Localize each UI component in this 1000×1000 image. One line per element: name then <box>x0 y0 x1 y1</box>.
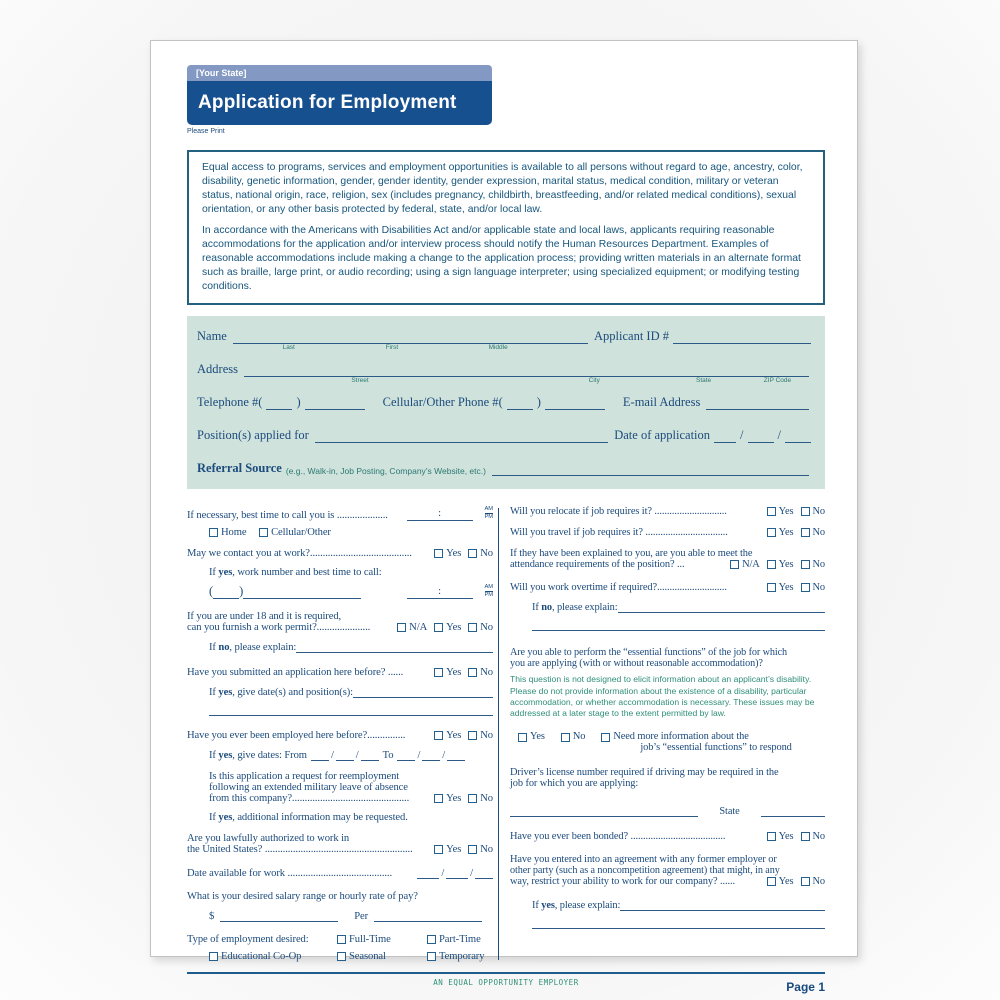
address-sublabel-zip: ZIP Code <box>763 377 792 385</box>
na-label: N/A <box>742 559 760 571</box>
reemployment-question <box>209 793 493 804</box>
to-day-input[interactable] <box>422 749 440 761</box>
submitted-yes-checkbox[interactable] <box>434 668 443 677</box>
address-sublabel-street: Street <box>351 377 369 385</box>
no-label: No <box>480 792 493 804</box>
salary-question: What is your desired salary range or hourly rate of pay? <box>187 890 418 902</box>
yes-label: Yes <box>446 843 462 855</box>
no-label: No <box>480 666 493 678</box>
column-divider <box>498 508 499 959</box>
salary-inputs-row <box>209 910 493 922</box>
telephone-lparen: ( <box>258 395 263 410</box>
best-time-input[interactable] <box>407 508 473 521</box>
employment-dates-row: If yes, give dates: From / / To / / <box>209 749 493 761</box>
dollar-sign: $ <box>209 910 215 922</box>
license-state-input[interactable] <box>761 805 825 817</box>
home-checkbox[interactable] <box>209 528 218 537</box>
eeo-notice-box <box>187 150 825 305</box>
license-inputs-row <box>510 805 825 817</box>
lawfully-authorized-question <box>187 844 493 855</box>
no-label: No <box>812 506 825 518</box>
position-row <box>197 428 815 443</box>
noncompete-question <box>510 876 825 887</box>
reemployment-no-checkbox[interactable] <box>468 794 477 803</box>
attendance-yes-checkbox[interactable] <box>767 560 776 569</box>
page-footer <box>187 972 825 1000</box>
permit-no-checkbox[interactable] <box>468 623 477 632</box>
best-time-label: If necessary, best time to call you is .................... <box>187 509 388 521</box>
am-pm-indicator: AM PM <box>484 584 493 599</box>
state-tag-bar <box>187 65 492 81</box>
yes-label: Yes <box>446 792 462 804</box>
address-sublabel-state: State <box>695 377 712 385</box>
essential-no-checkbox[interactable] <box>561 733 570 742</box>
cellular-option <box>259 527 331 538</box>
date-slash: / <box>777 428 781 443</box>
yes-label: Yes <box>778 527 794 539</box>
time-colon: : <box>438 507 441 519</box>
travel-question <box>510 527 825 538</box>
additional-info-note: If yes, additional information may be requested. <box>209 811 408 823</box>
seasonal-label: Seasonal <box>349 950 386 962</box>
temporary-checkbox[interactable] <box>427 952 436 961</box>
submitted-dates-input[interactable] <box>353 686 493 698</box>
referral-source-hint: (e.g., Walk-in, Job Posting, Company’s Website, etc.) <box>285 466 486 477</box>
applicant-id-label: Applicant ID # <box>594 329 669 344</box>
yes-label: Yes <box>446 666 462 678</box>
yes-label: Yes <box>778 506 794 518</box>
submitted-dates-row: If yes, give date(s) and position(s): <box>209 686 493 698</box>
email-input-line[interactable] <box>706 397 809 410</box>
telephone-rparen: ) <box>296 395 301 410</box>
essential-functions-line2: you are applying (with or without reasonable accommodation)? <box>510 658 763 670</box>
referral-row <box>197 461 815 476</box>
telephone-label: Telephone # <box>197 395 259 410</box>
employment-type-label: Type of employment desired: <box>187 933 309 945</box>
from-day-input[interactable] <box>336 749 354 761</box>
submitted-no-checkbox[interactable] <box>468 668 477 677</box>
permit-na-checkbox[interactable] <box>397 623 406 632</box>
attendance-label: attendance requirements of the position? ... <box>510 559 685 571</box>
bonded-question <box>510 831 825 842</box>
no-label: No <box>812 527 825 539</box>
na-label: N/A <box>409 621 428 633</box>
edu-coop-label: Educational Co-Op <box>221 950 302 962</box>
yes-label: Yes <box>446 547 462 559</box>
contact-at-work-label: May we contact you at work?........................................ <box>187 547 412 559</box>
essential-functions-answers <box>518 731 825 753</box>
relocate-label: Will you relocate if job requires it? ............................. <box>510 506 727 518</box>
from-year-input[interactable] <box>361 749 379 761</box>
date-available-question <box>187 867 493 879</box>
to-month-input[interactable] <box>397 749 415 761</box>
cellular-area-input[interactable] <box>507 397 533 410</box>
no-label: No <box>572 731 586 743</box>
to-label: To <box>382 749 394 761</box>
noncompete-explain-row: If yes, please explain: <box>532 899 825 911</box>
need-info-line2: job’s “essential functions” to respond <box>640 742 792 754</box>
lawfully-authorized-label: the United States? .......................................................... <box>187 843 413 855</box>
yes-label: Yes <box>778 582 794 594</box>
no-label: No <box>480 621 493 633</box>
position-label: Position(s) applied for <box>197 428 309 443</box>
under-18-line1: If you are under 18 and it is required, <box>187 610 342 622</box>
work-best-time-input[interactable] <box>407 586 473 599</box>
form-title-bar <box>187 81 492 125</box>
questions-left-column <box>187 506 493 961</box>
name-label: Name <box>197 329 227 344</box>
attendance-na-checkbox[interactable] <box>730 560 739 569</box>
seasonal-checkbox[interactable] <box>337 952 346 961</box>
address-label: Address <box>197 362 238 377</box>
questions-right-column <box>510 506 825 961</box>
work-number-row <box>209 584 493 599</box>
overtime-explain-input-line2[interactable] <box>532 629 825 631</box>
page-number: Page 1 <box>786 979 825 994</box>
app-date-month-input[interactable] <box>714 430 736 443</box>
cellular-label: Cellular/Other Phone # <box>382 395 499 410</box>
part-time-option <box>427 934 493 945</box>
name-sublabel-first: First <box>385 344 399 352</box>
contact-work-yes-checkbox[interactable] <box>434 549 443 558</box>
contact-at-work-question <box>187 548 493 559</box>
contact-work-no-checkbox[interactable] <box>468 549 477 558</box>
yes-label: Yes <box>530 731 545 743</box>
application-form-page <box>150 40 858 994</box>
name-row <box>197 329 815 352</box>
app-date-day-input[interactable] <box>748 430 774 443</box>
yes-label: Yes <box>446 729 462 741</box>
work-rparen: ) <box>239 583 244 598</box>
app-date-year-input[interactable] <box>785 430 811 443</box>
yes-label: Yes <box>446 621 462 633</box>
noncompete-no-checkbox[interactable] <box>801 877 810 886</box>
email-label: E-mail Address <box>622 395 701 410</box>
no-label: No <box>812 582 825 594</box>
relocate-no-checkbox[interactable] <box>801 507 810 516</box>
employed-before-label: Have you ever been employed here before?............... <box>187 729 406 741</box>
employed-yes-checkbox[interactable] <box>434 731 443 740</box>
noncompete-explain-input-line2[interactable] <box>532 927 825 929</box>
applicant-id-input-line[interactable] <box>673 331 811 344</box>
to-year-input[interactable] <box>447 749 465 761</box>
lawfully-authorized-line1: Are you lawfully authorized to work in <box>187 832 350 844</box>
travel-no-checkbox[interactable] <box>801 528 810 537</box>
attendance-no-checkbox[interactable] <box>801 560 810 569</box>
work-permit-question <box>187 622 493 633</box>
employed-no-checkbox[interactable] <box>468 731 477 740</box>
cellular-option-label: Cellular/Other <box>271 526 331 538</box>
essential-functions-note: This question is not designed to elicit information about an applicant’s disability. Please do not provide information about the existence of a disability, particular accommodation, or whether accommodation is necessary. These issues may be addressed at a later stage to the extent permitted by law. <box>510 674 815 718</box>
no-label: No <box>480 729 493 741</box>
am-pm-indicator: AM PM <box>484 506 493 521</box>
please-print-label: Please Print <box>187 128 225 135</box>
part-time-label: Part-Time <box>439 933 481 945</box>
applicant-info-section <box>187 316 825 489</box>
need-info-checkbox[interactable] <box>601 733 610 742</box>
questions-section <box>187 506 825 961</box>
yes-label: Yes <box>778 559 794 571</box>
overtime-explain-row: If no, please explain: <box>532 601 825 613</box>
name-sublabel-middle: Middle <box>488 344 508 352</box>
no-label: No <box>812 831 825 843</box>
seasonal-option <box>337 951 427 962</box>
best-time-question <box>187 506 493 520</box>
yes-label: Yes <box>778 831 794 843</box>
reemployment-line2: following an extended military leave of absence <box>209 781 408 793</box>
from-date-inputs: / / <box>311 749 379 761</box>
permit-explain-row: If no, please explain: <box>209 641 493 653</box>
no-label: No <box>812 876 825 888</box>
relocate-question <box>510 506 825 517</box>
overtime-no-checkbox[interactable] <box>801 583 810 592</box>
cellular-number-input[interactable] <box>545 397 605 410</box>
date-available-label: Date available for work ......................................... <box>187 867 393 879</box>
cellular-checkbox[interactable] <box>259 528 268 537</box>
relocate-yes-checkbox[interactable] <box>767 507 776 516</box>
license-state-label: State <box>719 806 740 818</box>
submitted-dates-input-line2[interactable] <box>209 714 493 716</box>
authorized-yes-checkbox[interactable] <box>434 845 443 854</box>
license-line2: job for which you are applying: <box>510 778 639 790</box>
overtime-yes-checkbox[interactable] <box>767 583 776 592</box>
no-label: No <box>480 547 493 559</box>
cellular-lparen: ( <box>498 395 503 410</box>
employment-type-section <box>187 934 493 962</box>
temporary-label: Temporary <box>439 950 485 962</box>
from-month-input[interactable] <box>311 749 329 761</box>
cellular-rparen: ) <box>536 395 541 410</box>
authorized-no-checkbox[interactable] <box>468 845 477 854</box>
work-number-prompt: If yes, work number and best time to call: <box>209 566 382 578</box>
address-sublabel-city: City <box>588 377 600 385</box>
state-tag-label: [Your State] <box>196 68 247 78</box>
home-option <box>209 527 247 538</box>
temporary-option <box>427 951 493 962</box>
work-permit-label: can you furnish a work permit?..................... <box>187 621 371 633</box>
permit-yes-checkbox[interactable] <box>434 623 443 632</box>
full-time-label: Full-Time <box>349 933 391 945</box>
edu-coop-option <box>209 951 337 962</box>
overtime-label: Will you work overtime if required?............................ <box>510 582 727 594</box>
salary-period-input[interactable] <box>374 910 482 922</box>
noncompete-line2: other party (such as a noncompetition agreement) that might, in any <box>510 865 780 877</box>
work-lparen: ( <box>209 583 214 598</box>
reemployment-label: from this company?.............................................. <box>209 792 410 804</box>
attendance-question <box>510 559 825 570</box>
per-label: Per <box>354 910 369 922</box>
essential-functions-line1: Are you able to perform the “essential functions” of the job for which <box>510 647 788 659</box>
position-input-line[interactable] <box>315 430 608 443</box>
bonded-label: Have you ever been bonded? ...................................... <box>510 831 726 843</box>
referral-source-label: Referral Source <box>197 461 282 476</box>
work-area-input[interactable] <box>213 587 239 599</box>
ada-paragraph-2: In accordance with the Americans with Disabilities Act and/or applicable state and local laws, applicants requiring reasonable accommodations for the application and/or interview process should notify the Human Resources Department. Examples of reasonable accommodations include making a change to the application process; providing written materials in an alternate format such as braille, large print, or audio recording; using a sign language interpreter; using specialized equipment; or modifying testing conditions. <box>202 224 801 292</box>
full-time-checkbox[interactable] <box>337 935 346 944</box>
date-available-inputs: / / <box>417 867 493 879</box>
travel-label: Will you travel if job requires it? ................................. <box>510 527 728 539</box>
full-time-option <box>337 934 427 945</box>
no-label: No <box>480 843 493 855</box>
name-input-line[interactable] <box>233 331 588 352</box>
overtime-explain-input[interactable] <box>618 601 825 613</box>
bonded-yes-checkbox[interactable] <box>767 832 776 841</box>
reemployment-line1: Is this application a request for reemployment <box>209 770 400 782</box>
available-year-input[interactable] <box>475 867 493 879</box>
address-row <box>197 362 815 385</box>
attendance-line1: If they have been explained to you, are you able to meet the <box>510 548 753 560</box>
noncompete-explain-input[interactable] <box>620 899 825 911</box>
eeo-paragraph-1: Equal access to programs, services and employment opportunities is available to all persons without regard to age, ancestry, color, disability, genetic information, gender, gender identity, gender expression, marital status, medical condition, military or veteran status, national origin, race, religion, sex (includes pregnancy, childbirth, breastfeeding, and/or related medical conditions), sexual orientation, or any other basis protected by federal, state, and/or local law. <box>202 162 803 215</box>
submitted-before-label: Have you submitted an application here before? ...... <box>187 666 404 678</box>
essential-yes-checkbox[interactable] <box>518 733 527 742</box>
available-day-input[interactable] <box>446 867 468 879</box>
need-more-info-option <box>601 731 791 753</box>
phone-email-row <box>197 395 815 410</box>
home-label: Home <box>221 526 247 538</box>
available-month-input[interactable] <box>417 867 439 879</box>
employed-before-question <box>187 730 493 741</box>
edu-coop-checkbox[interactable] <box>209 952 218 961</box>
noncompete-label: way, restrict your ability to work for our company? ...... <box>510 876 735 888</box>
referral-source-input-line[interactable] <box>492 463 809 476</box>
time-colon: : <box>438 585 441 597</box>
no-label: No <box>812 559 825 571</box>
form-title: Application for Employment <box>198 92 457 113</box>
phone-type-options <box>209 527 493 540</box>
equal-opportunity-label: AN EQUAL OPPORTUNITY EMPLOYER <box>433 977 579 987</box>
overtime-question <box>510 582 825 593</box>
date-slash: / <box>740 428 744 443</box>
date-of-application-label: Date of application <box>614 428 711 443</box>
reemployment-yes-checkbox[interactable] <box>434 794 443 803</box>
permit-explain-input[interactable] <box>296 641 493 653</box>
license-line1: Driver’s license number required if driving may be required in the <box>510 767 779 779</box>
telephone-number-input[interactable] <box>305 397 365 410</box>
part-time-checkbox[interactable] <box>427 935 436 944</box>
telephone-area-input[interactable] <box>266 397 292 410</box>
license-number-input[interactable] <box>510 805 698 817</box>
to-date-inputs: / / <box>397 749 465 761</box>
name-sublabel-last: Last <box>282 344 295 352</box>
salary-amount-input[interactable] <box>220 910 338 922</box>
need-info-line1: Need more information about the <box>613 731 749 743</box>
submitted-before-question <box>187 667 493 678</box>
bonded-no-checkbox[interactable] <box>801 832 810 841</box>
work-number-input[interactable] <box>243 587 361 599</box>
yes-label: Yes <box>778 876 794 888</box>
travel-yes-checkbox[interactable] <box>767 528 776 537</box>
address-input-line[interactable] <box>244 364 809 385</box>
noncompete-yes-checkbox[interactable] <box>767 877 776 886</box>
noncompete-line1: Have you entered into an agreement with any former employer or <box>510 854 777 866</box>
